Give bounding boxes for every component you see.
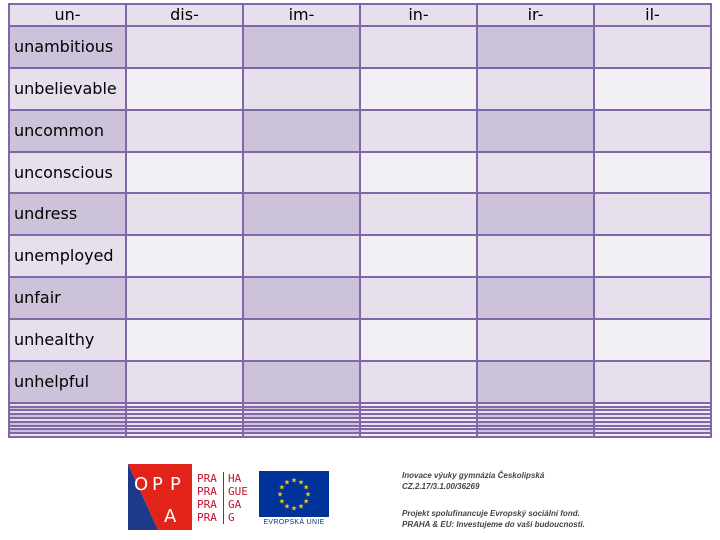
cell-ir: [477, 110, 594, 152]
cell-dis: [126, 110, 243, 152]
cell-im: [243, 235, 360, 277]
cell-il: [594, 193, 711, 235]
cell-in: [360, 110, 477, 152]
opp-letter-2: P: [152, 474, 163, 495]
cell-in: [360, 361, 477, 403]
cell-im: [243, 361, 360, 403]
cell-il: [594, 152, 711, 194]
cell-un: [9, 433, 126, 437]
cell-un: uncommon: [9, 110, 126, 152]
project-line-2: CZ.2.17/3.1.00/36269: [402, 482, 480, 491]
cell-un: unemployed: [9, 235, 126, 277]
table-row: [9, 110, 711, 152]
table-row: [9, 152, 711, 194]
cell-il: [594, 361, 711, 403]
cell-in: [360, 319, 477, 361]
cell-un: unhealthy: [9, 319, 126, 361]
header-un: un-: [9, 4, 126, 26]
eu-logo: [259, 471, 329, 531]
cell-im: [243, 193, 360, 235]
opp-letter-1: O: [134, 474, 149, 495]
opp-letter-3: P: [170, 474, 181, 495]
project-line-3: Projekt spolufinancuje Evropský sociální fond.: [402, 509, 580, 518]
praha-logo: PRA HA PRA GUE PRA GA PRA G: [197, 472, 248, 524]
cell-dis: [126, 235, 243, 277]
cell-in: [360, 277, 477, 319]
table-row: [9, 68, 711, 110]
cell-il: [594, 235, 711, 277]
cell-im: [243, 152, 360, 194]
cell-un: unambitious: [9, 26, 126, 68]
header-ir: ir-: [477, 4, 594, 26]
cell-ir: [477, 235, 594, 277]
eu-star-icon: ★: [302, 483, 310, 492]
cell-un: unbelievable: [9, 68, 126, 110]
cell-un: unfair: [9, 277, 126, 319]
cell-il: [594, 68, 711, 110]
cell-dis: [126, 361, 243, 403]
cell-in: [360, 193, 477, 235]
eu-star-icon: ★: [283, 502, 291, 511]
cell-ir: [477, 26, 594, 68]
cell-in: [360, 433, 477, 437]
header-il: il-: [594, 4, 711, 26]
cell-ir: [477, 277, 594, 319]
project-info: [402, 470, 702, 530]
header-dis: dis-: [126, 4, 243, 26]
cell-il: [594, 433, 711, 437]
header-im: im-: [243, 4, 360, 26]
eu-star-icon: ★: [290, 504, 298, 513]
cell-dis: [126, 26, 243, 68]
cell-im: [243, 110, 360, 152]
cell-in: [360, 68, 477, 110]
cell-ir: [477, 68, 594, 110]
cell-dis: [126, 152, 243, 194]
cell-im: [243, 68, 360, 110]
cell-im: [243, 433, 360, 437]
cell-im: [243, 319, 360, 361]
opp-letter-4: A: [164, 506, 177, 527]
cell-ir: [477, 433, 594, 437]
eu-star-icon: ★: [278, 483, 286, 492]
header-row: [9, 4, 711, 26]
cell-dis: [126, 433, 243, 437]
cell-ir: [477, 152, 594, 194]
project-line-1: Inovace výuky gymnázia Českolipská: [402, 471, 545, 480]
cell-un: unhelpful: [9, 361, 126, 403]
cell-im: [243, 277, 360, 319]
table-row: [9, 319, 711, 361]
cell-in: [360, 235, 477, 277]
cell-in: [360, 152, 477, 194]
opp-logo: [128, 464, 192, 530]
table-row: [9, 193, 711, 235]
cell-ir: [477, 361, 594, 403]
cell-in: [360, 26, 477, 68]
eu-star-icon: ★: [278, 497, 286, 506]
table-row: [9, 433, 711, 437]
cell-il: [594, 277, 711, 319]
table-row: [9, 26, 711, 68]
eu-label: EVROPSKÁ UNIE: [263, 519, 325, 526]
cell-dis: [126, 68, 243, 110]
table-row: [9, 235, 711, 277]
eu-star-icon: ★: [297, 478, 305, 487]
eu-star-icon: ★: [283, 478, 291, 487]
cell-im: [243, 26, 360, 68]
cell-dis: [126, 277, 243, 319]
cell-dis: [126, 193, 243, 235]
table-body: [9, 26, 711, 437]
cell-un: unconscious: [9, 152, 126, 194]
cell-il: [594, 26, 711, 68]
cell-un: undress: [9, 193, 126, 235]
eu-star-icon: ★: [304, 490, 312, 499]
table-row: [9, 277, 711, 319]
cell-ir: [477, 319, 594, 361]
cell-il: [594, 110, 711, 152]
project-line-4: PRAHA & EU: Investujeme do vaší budoucnosti.: [402, 520, 585, 529]
header-in: in-: [360, 4, 477, 26]
eu-star-icon: ★: [276, 490, 284, 499]
eu-star-icon: ★: [302, 497, 310, 506]
cell-il: [594, 319, 711, 361]
eu-flag-icon: [259, 471, 329, 517]
eu-star-icon: ★: [297, 502, 305, 511]
cell-ir: [477, 193, 594, 235]
table-row: [9, 361, 711, 403]
cell-dis: [126, 319, 243, 361]
eu-star-icon: ★: [290, 476, 298, 485]
prefix-table: [8, 3, 712, 438]
